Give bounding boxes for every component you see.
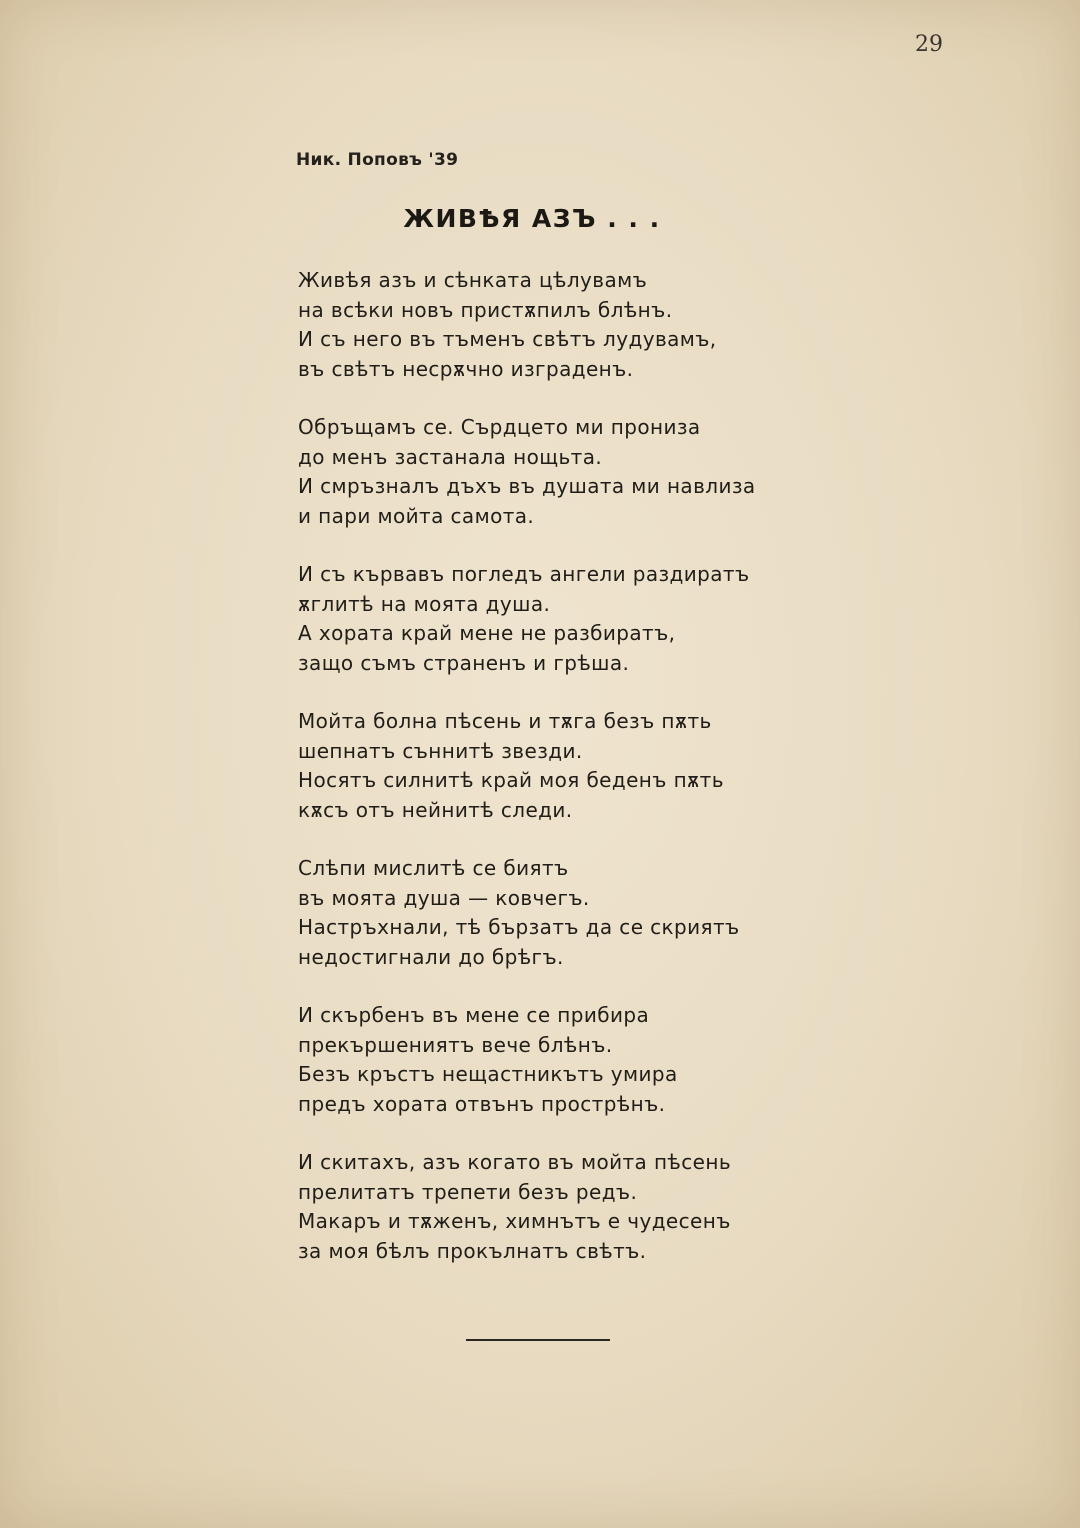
poem-line: и пари мойта самота. xyxy=(298,503,535,528)
poem-line: прелитатъ трепети безъ редъ. xyxy=(298,1179,638,1204)
poem-line: на всѣки новъ пристѫпилъ блѣнъ. xyxy=(298,297,673,322)
poem-line: А хората край мене не разбиратъ, xyxy=(298,621,676,645)
stanza-3 xyxy=(298,560,858,678)
poem-line: въ моята душа — ковчегъ. xyxy=(298,885,590,910)
poem-line: предъ хората отвънъ прострѣнъ. xyxy=(298,1091,666,1116)
poem-line: защо съмъ страненъ и грѣша. xyxy=(298,650,630,675)
stanza-1 xyxy=(298,266,858,384)
poem-line: И съ кървавъ погледъ ангели раздиратъ xyxy=(298,562,750,586)
poem-line: И скитахъ, азъ когато въ мойта пѣсень xyxy=(298,1150,732,1174)
end-divider-rule xyxy=(466,1339,610,1341)
poem-line: Безъ кръстъ нещастникътъ умира xyxy=(298,1062,678,1086)
poem-line: ѫглитѣ на моята душа. xyxy=(298,591,551,616)
stanza-4 xyxy=(298,707,858,825)
poem-line: прекършениятъ вече блѣнъ. xyxy=(298,1032,613,1057)
poem-line: Мойта болна пѣсень и тѫга безъ пѫть xyxy=(298,709,712,733)
stanza-5 xyxy=(298,854,858,972)
poem-body xyxy=(298,266,858,1295)
poem-line: И съ него въ тъменъ свѣтъ лудувамъ, xyxy=(298,327,717,351)
poem-line: недостигнали до брѣгъ. xyxy=(298,944,564,969)
page-number: 29 xyxy=(915,32,943,57)
poem-line: шепнатъ съннитѣ звезди. xyxy=(298,738,583,763)
poem-line: за моя бѣлъ прокълнатъ свѣтъ. xyxy=(298,1238,647,1263)
poem-line: И скърбенъ въ мене се прибира xyxy=(298,1003,650,1027)
poem-title: ЖИВѢЯ АЗЪ . . . xyxy=(403,204,661,233)
poem-line: И смръзналъ дъхъ въ душата ми навлиза xyxy=(298,474,756,498)
poem-line: кѫсъ отъ нейнитѣ следи. xyxy=(298,797,573,822)
author-line: Ник. Поповъ '39 xyxy=(296,150,459,170)
poem-line: Носятъ силнитѣ край моя беденъ пѫть xyxy=(298,768,724,792)
poem-line: Макаръ и тѫженъ, химнътъ е чудесенъ xyxy=(298,1209,731,1233)
stanza-6 xyxy=(298,1001,858,1119)
poem-line: Обръщамъ се. Сърдцето ми прониза xyxy=(298,415,701,439)
poem-line: Живѣя азъ и сѣнката цѣлувамъ xyxy=(298,268,648,292)
stanza-7 xyxy=(298,1148,858,1266)
poem-line: Слѣпи мислитѣ се биятъ xyxy=(298,856,569,880)
poem-line: до менъ застанала нощьта. xyxy=(298,444,603,469)
stanza-2 xyxy=(298,413,858,531)
poem-line: Настръхнали, тѣ бързатъ да се скриятъ xyxy=(298,915,740,939)
poem-line: въ свѣтъ несрѫчно изграденъ. xyxy=(298,356,634,381)
